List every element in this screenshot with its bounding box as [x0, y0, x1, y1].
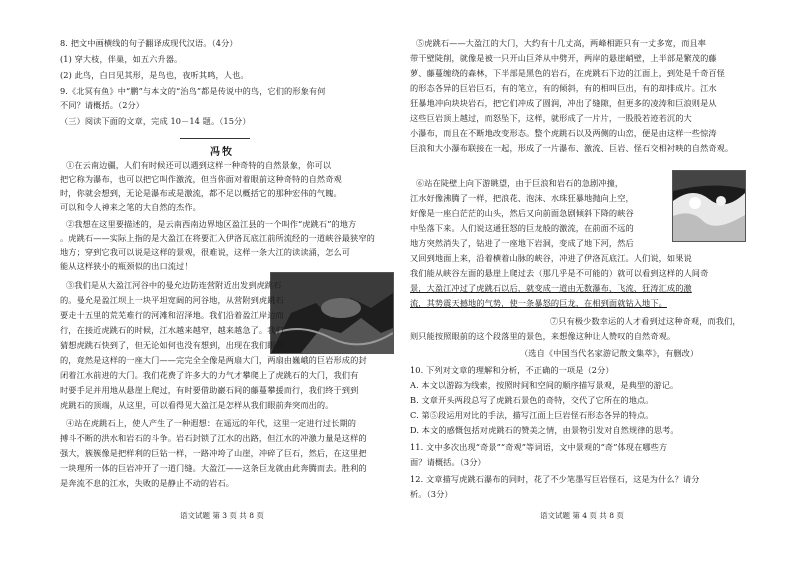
para-line: 小瀑布，而且在不断地改变形态。整个虎跳石以及两侧的山峦，便是由这样一些惊涛 [410, 128, 717, 138]
para-line: 江水好像沸腾了一样，把浪花、泡沫、水珠狂暴地抛向上空， [410, 193, 634, 203]
para-line: 时，你就会想到，无论是瀑布或是激流，都不足以概括它的那种宏伟的气魄。 [60, 188, 342, 198]
para-line: 地方；穿到它我可以说是这样的景观，很难说，这样一条大江的读读涌，怎么可 [60, 247, 351, 257]
left-page [60, 0, 390, 561]
para-line: 则只能按照眼前的这个段落里的景色，来想像这种让人赞叹的自然奇观。 [410, 331, 676, 341]
page-footer-right: 语文试题 第 4 页 共 8 页 [540, 511, 624, 520]
article-title: 冯牧 [210, 147, 234, 158]
para-line: 虎跳石的顶端，从这里，可以看得见大盈江是怎样从我们眼前奔突而出的。 [60, 400, 334, 410]
para-line: 的形态各异的巨岩巨石，有的笔立，有的倾斜，有的相叫巨出，有的却排成片。江水 [410, 83, 717, 93]
para-line: 地方突然消失了，钻进了一座地下岩洞，变成了地下河，然后 [410, 238, 634, 248]
waterfall-photo [672, 170, 746, 242]
question-10-option-d: D. 本文的感慨包括对虎跳石的赞美之情，由景物引发对自然规律的思考。 [410, 425, 679, 435]
para-line: 巨浪和大小瀑布联接在一起，形成了一片瀑布、激流、巨岩、怪石交相衬映的自然奇观。 [410, 143, 734, 153]
para-line: 带干壁陡削，就像是被一只开山巨斧从中劈开，两岸的悬崖峭壁，上半部是繁茂的藤 [410, 53, 717, 63]
para-line: 萝、藤蔓缠绕的森林，下半部是黑色的岩石，在虎跳石下边的江面上，到处是千奇百怪 [410, 68, 725, 78]
para-line: ③我们是从大盈江河谷中的曼允边防连营附近出发到虎跳石 [66, 280, 282, 290]
para-line: 能从这样狭小的瓶颈似的出口流过！ [60, 261, 193, 271]
para-line: 我们能从峡谷左面的悬崖上爬过去（那几乎是不可能的）就可以看到这样的人间奇 [410, 268, 709, 278]
para-line: ①在云南边疆，人们有时候还可以遇到这样一种奇特的自然景象，你可以 [66, 160, 332, 170]
question-10-option-c: C. 第⑤段运用对比的手法，描写江面上巨岩怪石形态各异的特点。 [410, 410, 654, 420]
question-11-cont: 面？请概括。（3分） [410, 457, 486, 467]
question-12: 12. 文章描写虎跳石瀑布的同时，花了不少笔墨写巨岩怪石，这是为什么？请分 [410, 474, 700, 484]
question-9: 9.《北冥有鱼》中“鹏”与本文的“治鸟”都是传说中的鸟，它们的形象有何 [60, 86, 326, 96]
para-line: 一块理所一体的巨岩冲开了一道门缝。大盈江——这条巨龙就由此奔腾而去。胜利的 [60, 463, 367, 473]
source-note: （选自《中国当代名家游记散文集萃》，有删改） [520, 348, 699, 358]
question-8: 8. 把文中画横线的句子翻译成现代汉语。（4分） [60, 38, 238, 48]
underlined-sentence: 景，大盈江冲过了虎跳石以后，就变成一道由无数瀑布、飞流、狂涛汇成的激 [410, 283, 692, 293]
para-line: 行，在接近虎跳石的时候，江水越来越窄，越来越急了。我们 [60, 325, 284, 335]
underlined-sentence: 流，其势震天撼地的气势，使一条暴怒的巨龙，在相到面就钻入地下。 [410, 298, 667, 308]
para-line: 好像是一座白茫茫的山头，然后又向前面急剧倾斜下降的峡谷 [410, 208, 634, 218]
question-10-option-a: A. 本文以游踪为线索，按照时间和空间的顺序描写景观，是典型的游记。 [410, 380, 679, 390]
para-line: ②我想在这里要描述的，是云南西南边界地区盈江县的一个叫作“虎跳石”的地方 [66, 219, 357, 229]
para-line: 搏斗不断的洪水和岩石的斗争。岩石封锁了江水的出路，但江水的冲激力量是这样的 [60, 433, 367, 443]
section-heading: （三）阅读下面的文章，完成 10－14 题。（15分） [60, 116, 251, 126]
page-footer-left: 语文试题 第 3 页 共 8 页 [180, 511, 264, 520]
para-line: 要走十五里的荒芜难行的河滩和沼泽地。我们沿着盈江岸边而 [60, 310, 284, 320]
para-line: 这些巨岩顶上越过，而怒坠下，这样，就形成了一片片，一股股若迹若沉的大 [410, 113, 692, 123]
question-11: 11. 文中多次出现“奇景”“奇观”等词语，文中景观的“奇”体现在哪些方 [410, 442, 668, 452]
para-line: ⑥站在陡壁上向下游眺望，由于巨浪和岩石的急剧冲撞， [416, 178, 624, 188]
para-line: ⑦只有极少数幸运的人才看到过这种奇观，而我们， [550, 316, 741, 326]
para-line: 又回到地面上来，沿着横着山脉的峡谷，冲进了伊洛瓦底江。人们说，如果说 [410, 253, 692, 263]
para-line: 狂暴地冲向块块岩石，把它们冲成了圆润，冲出了缝隙，但更多的凌涛和巨浪则是从 [410, 98, 717, 108]
question-10-option-b: B. 文章开头两段总写了虎跳石景色的奇特，交代了它所在的地点。 [410, 395, 654, 405]
question-8-item-2: (2) 此鸟，白日见其形，是鸟也，夜听其鸣，人也。 [60, 70, 249, 80]
para-line: ⑤虎跳石——大盈江的大门，大约有十几丈高，两峰相距只有一丈多宽，而且率 [416, 38, 707, 48]
para-line: 。虎跳石——实际上指的是大盈江在将要汇入伊洛瓦底江前所流经的一道峡谷最狭窄的 [60, 233, 375, 243]
para-line: 强大，簇簇像是把样利的巨钻一样，一路冲垮了山崖，冲碎了巨石，然后，在这里把 [60, 448, 367, 458]
rock-photo [270, 272, 394, 354]
right-page [410, 0, 740, 561]
para-line: 闭着江水前进的大门。我们花费了许多大的力气才攀爬上了虎跳石的大门，我们有 [60, 370, 359, 380]
para-line: 的。曼允是盈江坝上一块平坦宽阔的河谷地，从营附到虎跳石 [60, 295, 284, 305]
para-line: 是奔流不息的江水，失败的是静止不动的岩石。 [60, 478, 235, 488]
para-line: 的，竟然是这样的一座大门——完完全全像是两扇大门，两扇由巍峨的巨岩形成的封 [60, 355, 367, 365]
question-10: 10. 下列对文章的理解和分析，不正确的一项是（2分） [410, 365, 614, 375]
para-line: 把它称为瀑布，也可以把它叫作激流，但当你面对着眼前这种奇特的自然奇观 [60, 174, 342, 184]
para-line: 可以和令人神来之笔的大自然的杰作。 [60, 202, 201, 212]
question-12-cont: 析。（3分） [410, 489, 453, 499]
para-line: 中坠落下来。人们说这通狂怒的巨龙般的激流，在前面不远的 [410, 223, 634, 233]
para-line: ④站在虎跳石上，使人产生了一种遐想：在遥远的年代，这里一定进行过长期的 [66, 418, 357, 428]
para-line: 猜想虎跳石快到了，但无论如何也没有想到，出现在我们眼前 [60, 340, 284, 350]
para-line: 时要手足并用地从悬崖上爬过，有时要借助巖石间的藤蔓攀援而行，我们终于到到 [60, 385, 359, 395]
title-divider [180, 138, 250, 139]
question-8-item-1: (1) 穿大枝，伴巢，如五六升器。 [60, 54, 183, 64]
question-9-cont: 不同？请概括。（2分） [60, 100, 145, 110]
